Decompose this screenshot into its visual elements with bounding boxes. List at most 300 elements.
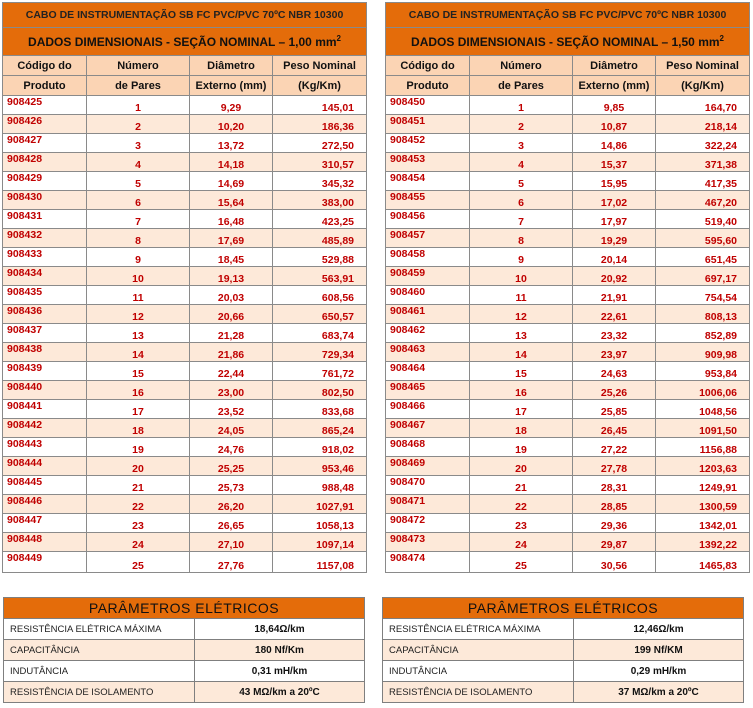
nominal-weight: 1203,63 <box>656 457 750 476</box>
table-row <box>386 438 750 457</box>
outer-diameter: 14,18 <box>190 153 273 172</box>
product-code: 908463 <box>386 343 470 362</box>
subtitle-superscript: 2 <box>336 34 341 43</box>
product-code: 908454 <box>386 172 470 191</box>
outer-diameter: 27,78 <box>573 457 656 476</box>
param-row <box>383 661 744 682</box>
outer-diameter: 21,28 <box>190 324 273 343</box>
column-header: de Pares <box>87 76 190 96</box>
product-code: 908457 <box>386 229 470 248</box>
pair-count: 11 <box>470 286 573 305</box>
param-name: RESISTÊNCIA ELÉTRICA MÁXIMA <box>4 619 195 640</box>
outer-diameter: 24,63 <box>573 362 656 381</box>
product-code: 908443 <box>3 438 87 457</box>
product-code: 908437 <box>3 324 87 343</box>
product-code: 908448 <box>3 533 87 552</box>
outer-diameter: 22,61 <box>573 305 656 324</box>
pair-count: 23 <box>470 514 573 533</box>
param-row <box>4 619 365 640</box>
table-row <box>386 533 750 552</box>
product-code: 908472 <box>386 514 470 533</box>
outer-diameter: 30,56 <box>573 552 656 573</box>
table-row <box>3 362 367 381</box>
pair-count: 2 <box>87 115 190 134</box>
pair-count: 22 <box>470 495 573 514</box>
product-code: 908435 <box>3 286 87 305</box>
table-row <box>386 381 750 400</box>
column-header-row <box>386 56 750 76</box>
table-row <box>386 210 750 229</box>
product-code: 908474 <box>386 552 470 573</box>
table-row <box>3 495 367 514</box>
product-code: 908452 <box>386 134 470 153</box>
product-code: 908439 <box>3 362 87 381</box>
outer-diameter: 27,10 <box>190 533 273 552</box>
nominal-weight: 1249,91 <box>656 476 750 495</box>
pair-count: 7 <box>470 210 573 229</box>
outer-diameter: 15,64 <box>190 191 273 210</box>
table-row <box>3 115 367 134</box>
pair-count: 13 <box>87 324 190 343</box>
table-row <box>386 552 750 573</box>
nominal-weight: 918,02 <box>273 438 367 457</box>
nominal-weight: 1097,14 <box>273 533 367 552</box>
nominal-weight: 467,20 <box>656 191 750 210</box>
pair-count: 12 <box>470 305 573 324</box>
pair-count: 19 <box>87 438 190 457</box>
nominal-weight: 595,60 <box>656 229 750 248</box>
pair-count: 15 <box>470 362 573 381</box>
table-subtitle-row <box>386 28 750 56</box>
outer-diameter: 23,97 <box>573 343 656 362</box>
table-row <box>386 457 750 476</box>
product-code: 908467 <box>386 419 470 438</box>
nominal-weight: 865,24 <box>273 419 367 438</box>
outer-diameter: 26,20 <box>190 495 273 514</box>
column-header: Produto <box>386 76 470 96</box>
table-row <box>386 514 750 533</box>
table-row <box>3 134 367 153</box>
product-code: 908434 <box>3 267 87 286</box>
nominal-weight: 371,38 <box>656 153 750 172</box>
product-code: 908447 <box>3 514 87 533</box>
pair-count: 24 <box>470 533 573 552</box>
nominal-weight: 1027,91 <box>273 495 367 514</box>
table-row <box>3 438 367 457</box>
param-value: 18,64Ω/km <box>195 619 365 640</box>
pair-count: 17 <box>87 400 190 419</box>
param-row <box>4 640 365 661</box>
pair-count: 24 <box>87 533 190 552</box>
pair-count: 6 <box>87 191 190 210</box>
product-code: 908468 <box>386 438 470 457</box>
table-row <box>386 400 750 419</box>
table-row <box>3 457 367 476</box>
params-title-row <box>4 598 365 619</box>
product-code: 908431 <box>3 210 87 229</box>
table-row <box>3 305 367 324</box>
product-code: 908428 <box>3 153 87 172</box>
product-code: 908451 <box>386 115 470 134</box>
pair-count: 14 <box>470 343 573 362</box>
pair-count: 6 <box>470 191 573 210</box>
electrical-params-1-5mm <box>382 597 743 703</box>
table-row <box>3 324 367 343</box>
outer-diameter: 25,26 <box>573 381 656 400</box>
nominal-weight: 909,98 <box>656 343 750 362</box>
pair-count: 18 <box>470 419 573 438</box>
dimensional-table-1mm <box>2 2 366 573</box>
param-value: 43 MΩ/km a 20ºC <box>195 682 365 703</box>
column-header: (Kg/Km) <box>273 76 367 96</box>
outer-diameter: 20,66 <box>190 305 273 324</box>
column-header-row <box>3 56 367 76</box>
table-row <box>386 495 750 514</box>
pair-count: 12 <box>87 305 190 324</box>
table-row <box>386 172 750 191</box>
product-code: 908429 <box>3 172 87 191</box>
column-header-row <box>3 76 367 96</box>
nominal-weight: 608,56 <box>273 286 367 305</box>
pair-count: 19 <box>470 438 573 457</box>
outer-diameter: 20,14 <box>573 248 656 267</box>
nominal-weight: 1091,50 <box>656 419 750 438</box>
pair-count: 21 <box>470 476 573 495</box>
pair-count: 8 <box>470 229 573 248</box>
subtitle-superscript: 2 <box>719 34 724 43</box>
params-title-row <box>383 598 744 619</box>
electrical-params-1mm <box>3 597 364 703</box>
product-code: 908438 <box>3 343 87 362</box>
pair-count: 11 <box>87 286 190 305</box>
pair-count: 4 <box>87 153 190 172</box>
nominal-weight: 683,74 <box>273 324 367 343</box>
nominal-weight: 651,45 <box>656 248 750 267</box>
nominal-weight: 697,17 <box>656 267 750 286</box>
table-subtitle <box>3 28 367 56</box>
pair-count: 22 <box>87 495 190 514</box>
pair-count: 10 <box>87 267 190 286</box>
table-row <box>3 476 367 495</box>
product-code: 908455 <box>386 191 470 210</box>
product-code: 908462 <box>386 324 470 343</box>
nominal-weight: 529,88 <box>273 248 367 267</box>
nominal-weight: 1058,13 <box>273 514 367 533</box>
table-row <box>386 248 750 267</box>
outer-diameter: 20,03 <box>190 286 273 305</box>
nominal-weight: 272,50 <box>273 134 367 153</box>
param-name: RESISTÊNCIA DE ISOLAMENTO <box>383 682 574 703</box>
table-row <box>386 324 750 343</box>
param-name: CAPACITÂNCIA <box>4 640 195 661</box>
param-value: 0,29 mH/km <box>574 661 744 682</box>
subtitle-text: DADOS DIMENSIONAIS - SEÇÃO NOMINAL – 1,00 mm <box>28 35 337 49</box>
table-title-row <box>386 3 750 28</box>
table-title: CABO DE INSTRUMENTAÇÃO SB FC PVC/PVC 70ºC NBR 10300 <box>386 3 750 28</box>
product-code: 908470 <box>386 476 470 495</box>
outer-diameter: 26,65 <box>190 514 273 533</box>
outer-diameter: 29,36 <box>573 514 656 533</box>
nominal-weight: 650,57 <box>273 305 367 324</box>
product-code: 908440 <box>3 381 87 400</box>
outer-diameter: 21,91 <box>573 286 656 305</box>
pair-count: 1 <box>470 96 573 115</box>
outer-diameter: 14,69 <box>190 172 273 191</box>
pair-count: 3 <box>87 134 190 153</box>
nominal-weight: 953,46 <box>273 457 367 476</box>
table-subtitle-row <box>3 28 367 56</box>
param-value: 180 Nf/Km <box>195 640 365 661</box>
pair-count: 5 <box>87 172 190 191</box>
product-code: 908473 <box>386 533 470 552</box>
table-row <box>386 286 750 305</box>
outer-diameter: 16,48 <box>190 210 273 229</box>
table-row <box>386 305 750 324</box>
nominal-weight: 218,14 <box>656 115 750 134</box>
spec-table <box>2 2 367 573</box>
product-code: 908456 <box>386 210 470 229</box>
column-header: Diâmetro <box>190 56 273 76</box>
param-row <box>383 640 744 661</box>
dimensional-table-1-5mm <box>385 2 749 573</box>
pair-count: 3 <box>470 134 573 153</box>
pair-count: 17 <box>470 400 573 419</box>
param-row <box>4 661 365 682</box>
nominal-weight: 345,32 <box>273 172 367 191</box>
outer-diameter: 19,29 <box>573 229 656 248</box>
product-code: 908464 <box>386 362 470 381</box>
outer-diameter: 28,31 <box>573 476 656 495</box>
pair-count: 21 <box>87 476 190 495</box>
product-code: 908458 <box>386 248 470 267</box>
table-row <box>386 267 750 286</box>
pair-count: 18 <box>87 419 190 438</box>
product-code: 908436 <box>3 305 87 324</box>
pair-count: 14 <box>87 343 190 362</box>
product-code: 908446 <box>3 495 87 514</box>
product-code: 908425 <box>3 96 87 115</box>
outer-diameter: 22,44 <box>190 362 273 381</box>
product-code: 908441 <box>3 400 87 419</box>
column-header-row <box>386 76 750 96</box>
pair-count: 9 <box>470 248 573 267</box>
param-value: 12,46Ω/km <box>574 619 744 640</box>
nominal-weight: 383,00 <box>273 191 367 210</box>
pair-count: 16 <box>470 381 573 400</box>
params-table <box>382 597 744 703</box>
pair-count: 13 <box>470 324 573 343</box>
table-row <box>3 172 367 191</box>
column-header: Número <box>87 56 190 76</box>
table-row <box>386 153 750 172</box>
product-code: 908469 <box>386 457 470 476</box>
outer-diameter: 23,52 <box>190 400 273 419</box>
table-row <box>386 191 750 210</box>
nominal-weight: 808,13 <box>656 305 750 324</box>
product-code: 908450 <box>386 96 470 115</box>
pair-count: 16 <box>87 381 190 400</box>
outer-diameter: 14,86 <box>573 134 656 153</box>
product-code: 908427 <box>3 134 87 153</box>
outer-diameter: 24,76 <box>190 438 273 457</box>
product-code: 908449 <box>3 552 87 573</box>
outer-diameter: 17,69 <box>190 229 273 248</box>
params-title: PARÂMETROS ELÉTRICOS <box>4 598 365 619</box>
table-row <box>3 419 367 438</box>
pair-count: 20 <box>87 457 190 476</box>
table-row <box>386 229 750 248</box>
param-row <box>383 682 744 703</box>
param-value: 199 Nf/KM <box>574 640 744 661</box>
table-row <box>3 191 367 210</box>
pair-count: 10 <box>470 267 573 286</box>
table-row <box>3 533 367 552</box>
column-header: Peso Nominal <box>656 56 750 76</box>
nominal-weight: 754,54 <box>656 286 750 305</box>
nominal-weight: 186,36 <box>273 115 367 134</box>
table-row <box>386 134 750 153</box>
pair-count: 7 <box>87 210 190 229</box>
product-code: 908432 <box>3 229 87 248</box>
table-row <box>386 115 750 134</box>
product-code: 908461 <box>386 305 470 324</box>
param-name: CAPACITÂNCIA <box>383 640 574 661</box>
product-code: 908465 <box>386 381 470 400</box>
nominal-weight: 1465,83 <box>656 552 750 573</box>
product-code: 908426 <box>3 115 87 134</box>
nominal-weight: 729,34 <box>273 343 367 362</box>
nominal-weight: 563,91 <box>273 267 367 286</box>
nominal-weight: 485,89 <box>273 229 367 248</box>
outer-diameter: 9,29 <box>190 96 273 115</box>
outer-diameter: 27,76 <box>190 552 273 573</box>
spec-table <box>385 2 750 573</box>
nominal-weight: 1048,56 <box>656 400 750 419</box>
param-row <box>383 619 744 640</box>
outer-diameter: 15,37 <box>573 153 656 172</box>
column-header: de Pares <box>470 76 573 96</box>
nominal-weight: 988,48 <box>273 476 367 495</box>
pair-count: 20 <box>470 457 573 476</box>
outer-diameter: 23,32 <box>573 324 656 343</box>
outer-diameter: 25,85 <box>573 400 656 419</box>
product-code: 908444 <box>3 457 87 476</box>
nominal-weight: 953,84 <box>656 362 750 381</box>
outer-diameter: 13,72 <box>190 134 273 153</box>
table-row <box>3 552 367 573</box>
table-row <box>3 381 367 400</box>
pair-count: 25 <box>87 552 190 573</box>
outer-diameter: 20,92 <box>573 267 656 286</box>
nominal-weight: 322,24 <box>656 134 750 153</box>
product-code: 908430 <box>3 191 87 210</box>
outer-diameter: 17,02 <box>573 191 656 210</box>
outer-diameter: 9,85 <box>573 96 656 115</box>
pair-count: 23 <box>87 514 190 533</box>
table-row <box>3 267 367 286</box>
nominal-weight: 802,50 <box>273 381 367 400</box>
outer-diameter: 29,87 <box>573 533 656 552</box>
outer-diameter: 28,85 <box>573 495 656 514</box>
table-row <box>3 96 367 115</box>
param-name: INDUTÂNCIA <box>383 661 574 682</box>
params-table <box>3 597 365 703</box>
nominal-weight: 423,25 <box>273 210 367 229</box>
product-code: 908460 <box>386 286 470 305</box>
nominal-weight: 417,35 <box>656 172 750 191</box>
table-row <box>3 286 367 305</box>
column-header: Externo (mm) <box>190 76 273 96</box>
outer-diameter: 10,20 <box>190 115 273 134</box>
table-row <box>386 96 750 115</box>
product-code: 908445 <box>3 476 87 495</box>
outer-diameter: 24,05 <box>190 419 273 438</box>
column-header: Código do <box>386 56 470 76</box>
column-header: Código do <box>3 56 87 76</box>
table-subtitle <box>386 28 750 56</box>
outer-diameter: 17,97 <box>573 210 656 229</box>
pair-count: 9 <box>87 248 190 267</box>
param-value: 37 MΩ/km a 20ºC <box>574 682 744 703</box>
column-header: Produto <box>3 76 87 96</box>
outer-diameter: 23,00 <box>190 381 273 400</box>
nominal-weight: 1392,22 <box>656 533 750 552</box>
outer-diameter: 10,87 <box>573 115 656 134</box>
outer-diameter: 19,13 <box>190 267 273 286</box>
product-code: 908459 <box>386 267 470 286</box>
column-header: Externo (mm) <box>573 76 656 96</box>
table-row <box>3 248 367 267</box>
pair-count: 2 <box>470 115 573 134</box>
nominal-weight: 852,89 <box>656 324 750 343</box>
outer-diameter: 26,45 <box>573 419 656 438</box>
table-row <box>386 419 750 438</box>
outer-diameter: 21,86 <box>190 343 273 362</box>
pair-count: 5 <box>470 172 573 191</box>
subtitle-text: DADOS DIMENSIONAIS - SEÇÃO NOMINAL – 1,50 mm <box>411 35 720 49</box>
table-row <box>3 210 367 229</box>
outer-diameter: 25,25 <box>190 457 273 476</box>
pair-count: 15 <box>87 362 190 381</box>
param-name: RESISTÊNCIA DE ISOLAMENTO <box>4 682 195 703</box>
table-row <box>3 400 367 419</box>
product-code: 908471 <box>386 495 470 514</box>
pair-count: 4 <box>470 153 573 172</box>
column-header: (Kg/Km) <box>656 76 750 96</box>
table-title: CABO DE INSTRUMENTAÇÃO SB FC PVC/PVC 70ºC NBR 10300 <box>3 3 367 28</box>
table-title-row <box>3 3 367 28</box>
nominal-weight: 145,01 <box>273 96 367 115</box>
param-name: INDUTÂNCIA <box>4 661 195 682</box>
nominal-weight: 164,70 <box>656 96 750 115</box>
pair-count: 8 <box>87 229 190 248</box>
pair-count: 25 <box>470 552 573 573</box>
table-row <box>3 153 367 172</box>
nominal-weight: 1157,08 <box>273 552 367 573</box>
table-row <box>3 343 367 362</box>
outer-diameter: 15,95 <box>573 172 656 191</box>
nominal-weight: 1006,06 <box>656 381 750 400</box>
param-value: 0,31 mH/km <box>195 661 365 682</box>
column-header: Peso Nominal <box>273 56 367 76</box>
nominal-weight: 1300,59 <box>656 495 750 514</box>
nominal-weight: 519,40 <box>656 210 750 229</box>
param-row <box>4 682 365 703</box>
pair-count: 1 <box>87 96 190 115</box>
outer-diameter: 18,45 <box>190 248 273 267</box>
table-row <box>3 514 367 533</box>
table-row <box>386 362 750 381</box>
